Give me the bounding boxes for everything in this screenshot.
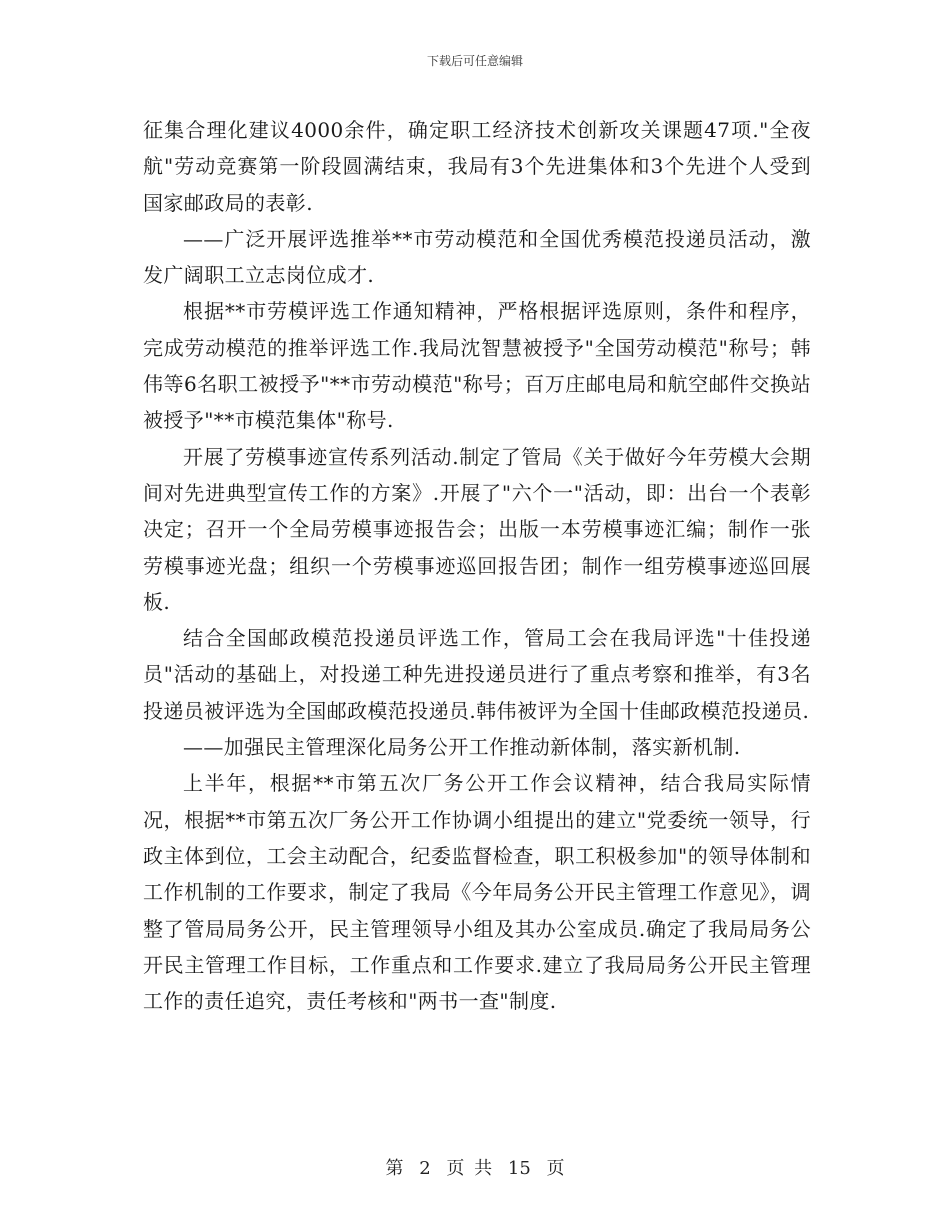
paragraph-6: ——加强民主管理深化局务公开工作推动新体制，落实新机制. <box>183 735 741 760</box>
footer-page-number: 2 <box>419 1158 431 1179</box>
footer-middle: 页 共 <box>446 1158 493 1179</box>
document-body <box>143 112 811 1019</box>
paragraph-4: 开展了劳模事迹宣传系列活动.制定了管局《关于做好今年劳模大会期间对先进典型宣传工作的方案》.开展了"六个一"活动，即：出台一个表彰决定；召开一个全局劳模事迹报告会；出版一本劳模事迹汇编；制作一张劳模事迹光盘；组织一个劳模事迹巡回报告团；制作一组劳模事迹巡回展板. <box>143 444 811 614</box>
footer-total-pages: 15 <box>507 1158 531 1179</box>
paragraph-1: 征集合理化建议4000余件，确定职工经济技术创新攻关课题47项."全夜航"劳动竞赛第一阶段圆满结束，我局有3个先进集体和3个先进个人受到国家邮政局的表彰. <box>143 118 811 215</box>
paragraph-3: 根据**市劳模评选工作通知精神，严格根据评选原则，条件和程序，完成劳动模范的推举评选工作.我局沈智慧被授予"全国劳动模范"称号；韩伟等6名职工被授予"**市劳动模范"称号；百万庄邮电局和航空邮件交换站被授予"**市模范集体"称号. <box>143 299 811 433</box>
page-footer <box>0 1154 950 1180</box>
paragraph-5: 结合全国邮政模范投递员评选工作，管局工会在我局评选"十佳投递员"活动的基础上，对投递工种先进投递员进行了重点考察和推举，有3名投递员被评选为全国邮政模范投递员.韩伟被评为全国十佳邮政模范投递员. <box>143 626 811 723</box>
page-header: 下载后可任意编辑 <box>426 54 523 68</box>
paragraph-2: ——广泛开展评选推举**市劳动模范和全国优秀模范投递员活动，激发广阔职工立志岗位成才. <box>143 226 811 288</box>
footer-prefix: 第 <box>385 1158 404 1179</box>
footer-suffix: 页 <box>546 1158 565 1179</box>
paragraph-7: 上半年，根据**市第五次厂务公开工作会议精神，结合我局实际情况，根据**市第五次厂务公开工作协调小组提出的建立"党委统一领导，行政主体到位，工会主动配合，纪委监督检查，职工积极参加"的领导体制和工作机制的工作要求，制定了我局《今年局务公开民主管理工作意见》，调整了管局局务公开，民主管理领导小组及其办公室成员.确定了我局局务公开民主管理工作目标，工作重点和工作要求.建立了我局局务公开民主管理工作的责任追究，责任考核和"两书一查"制度. <box>143 771 811 1014</box>
